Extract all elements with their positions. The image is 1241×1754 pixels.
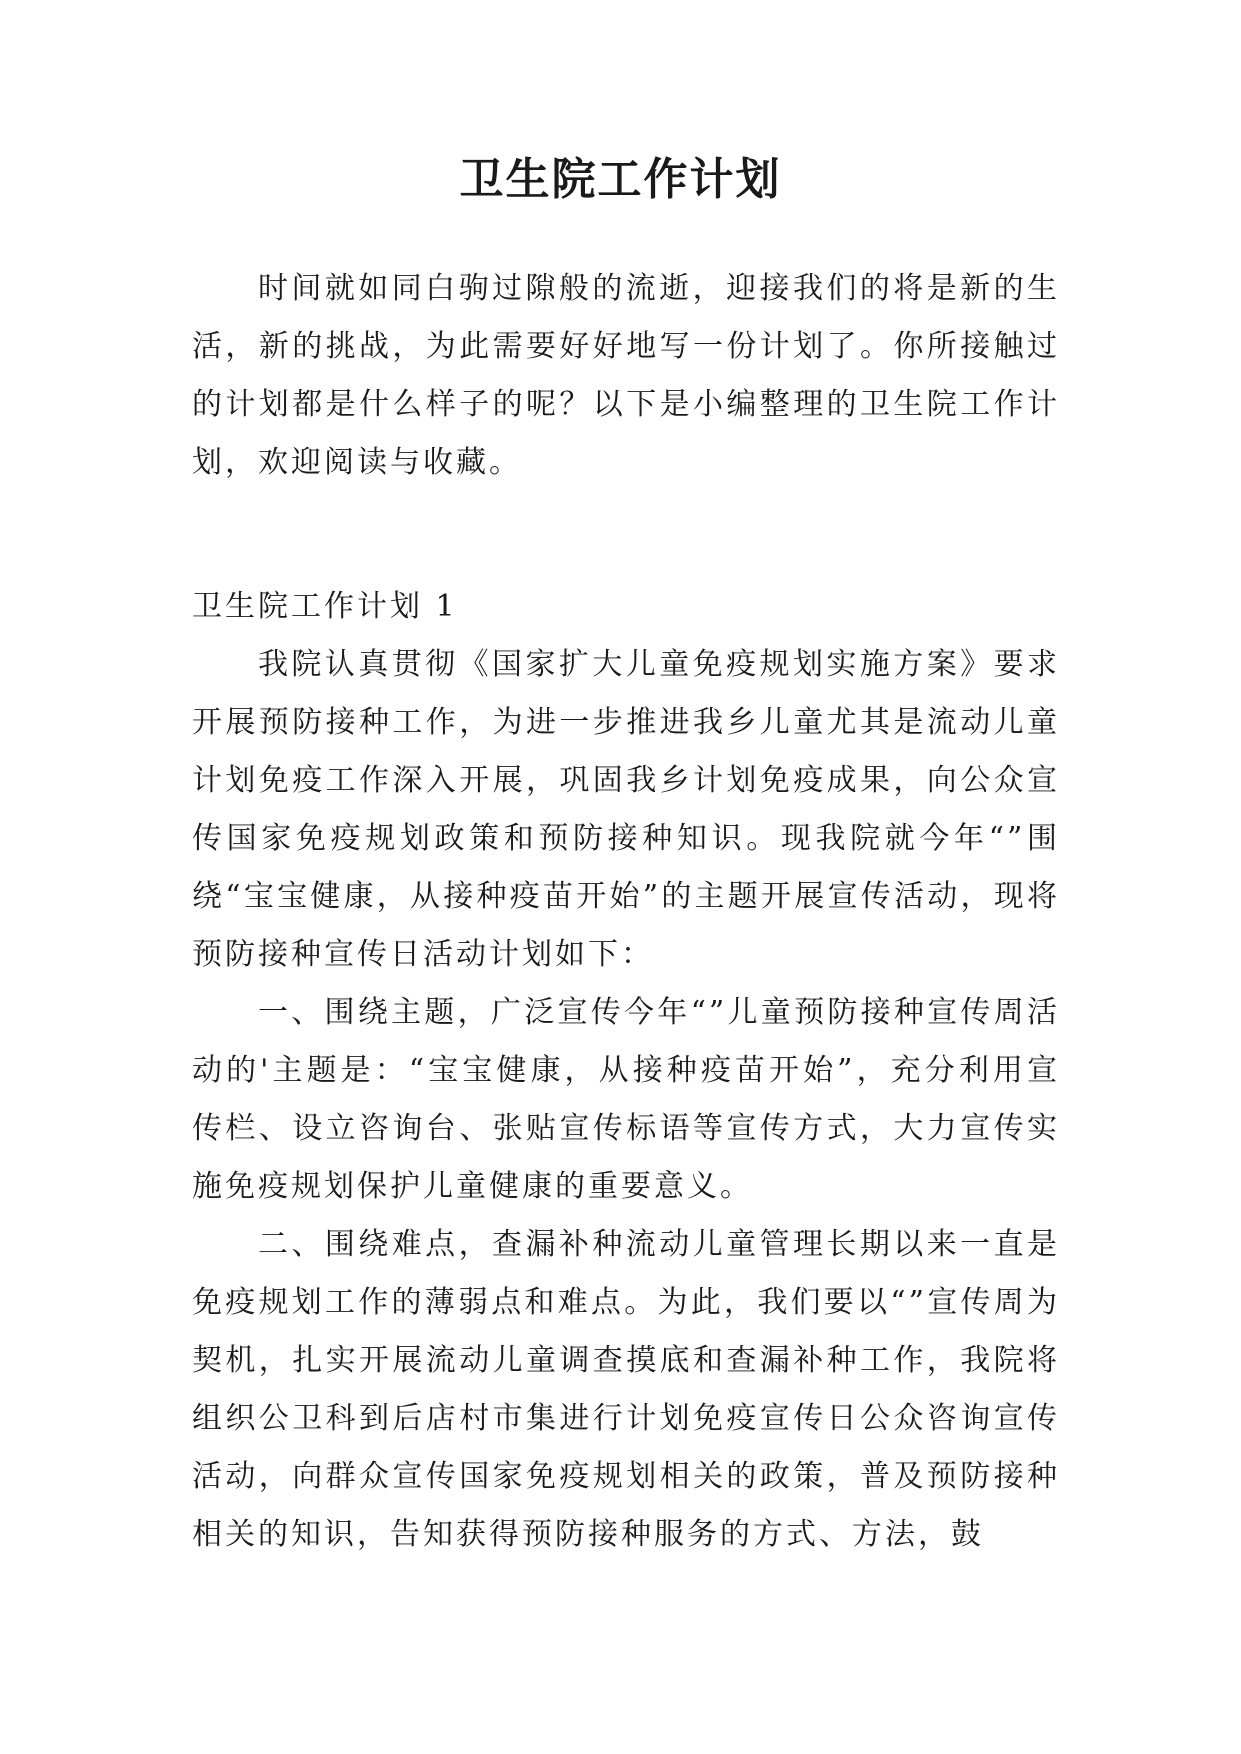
section-1: [192, 578, 1060, 1564]
intro-block: [192, 260, 1060, 492]
intro-paragraph: 时间就如同白驹过隙般的流逝，迎接我们的将是新的生活，新的挑战，为此需要好好地写一份计划了。你所接触过的计划都是什么样子的呢？以下是小编整理的卫生院工作计划，欢迎阅读与收藏。: [192, 271, 1060, 480]
paragraph-1: 我院认真贯彻《国家扩大儿童免疫规划实施方案》要求开展预防接种工作，为进一步推进我乡儿童尤其是流动儿童计划免疫工作深入开展，巩固我乡计划免疫成果，向公众宣传国家免疫规划政策和预防接种知识。现我院就今年“”围绕“宝宝健康，从接种疫苗开始”的主题开展宣传活动，现将预防接种宣传日活动计划如下：: [192, 647, 1060, 972]
section-heading: 卫生院工作计划 1: [192, 589, 458, 624]
paragraph-2: 一、围绕主题，广泛宣传今年“”儿童预防接种宣传周活动的'主题是：“宝宝健康，从接种疫苗开始”，充分利用宣传栏、设立咨询台、张贴宣传标语等宣传方式，大力宣传实施免疫规划保护儿童健康的重要意义。: [192, 995, 1060, 1204]
paragraph-3: 二、围绕难点，查漏补种流动儿童管理长期以来一直是免疫规划工作的薄弱点和难点。为此，我们要以“”宣传周为契机，扎实开展流动儿童调查摸底和查漏补种工作，我院将组织公卫科到后店村市集进行计划免疫宣传日公众咨询宣传活动，向群众宣传国家免疫规划相关的政策，普及预防接种相关的知识，告知获得预防接种服务的方式、方法，鼓: [192, 1227, 1060, 1552]
document-title: 卫生院工作计划: [459, 154, 782, 205]
